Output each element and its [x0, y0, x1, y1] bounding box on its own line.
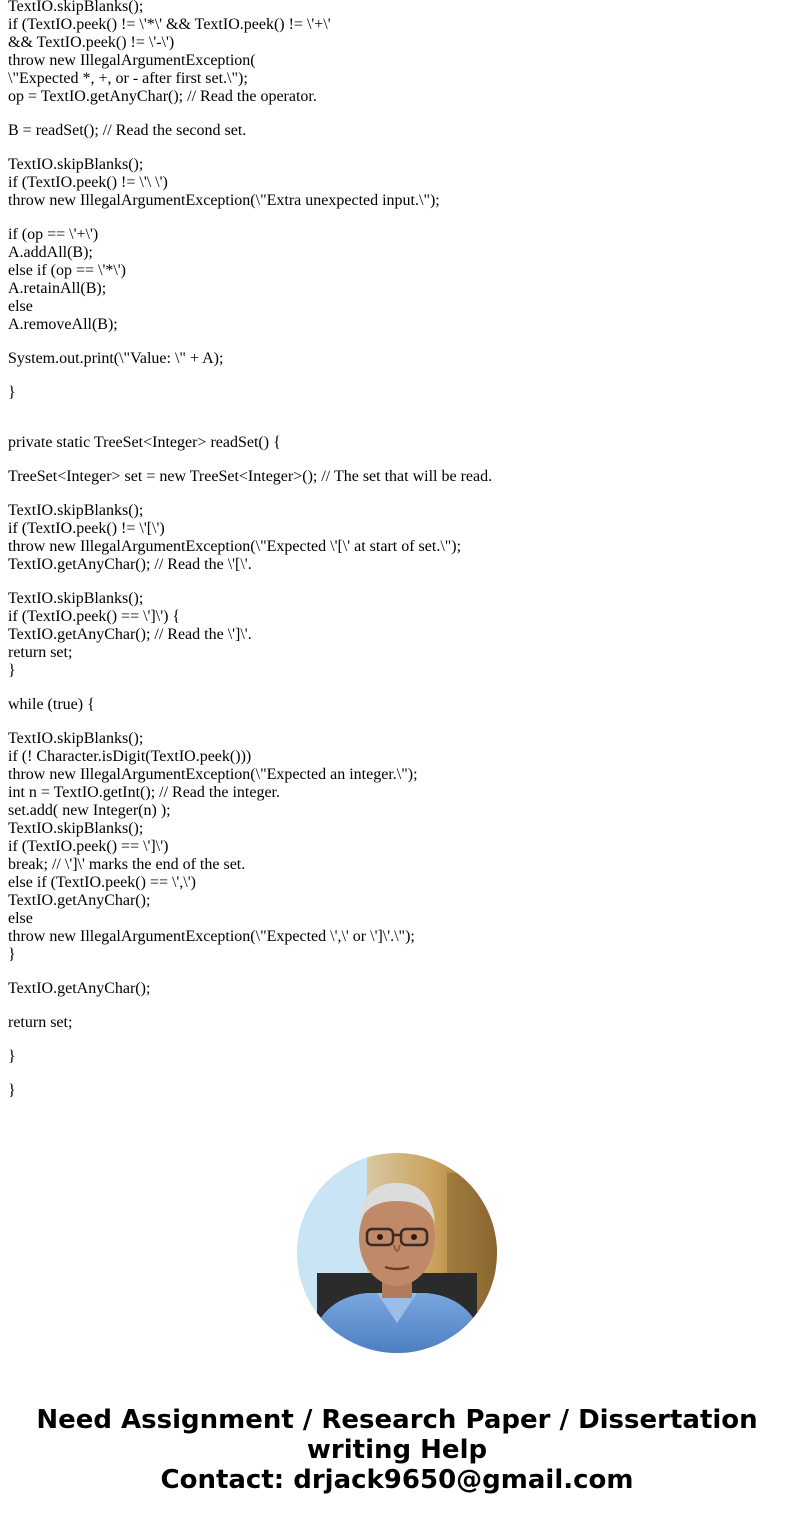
code-line: if (TextIO.peek() == \']\') {: [8, 608, 181, 625]
code-line: else: [8, 910, 33, 927]
code-line: throw new IllegalArgumentException(\"Expected \',\' or \']\'.\");: [8, 928, 415, 945]
code-line: op = TextIO.getAnyChar(); // Read the operator.: [8, 88, 317, 105]
blank-gap: [8, 714, 778, 730]
code-line: TextIO.getAnyChar();: [8, 980, 151, 997]
code-line: \"Expected *, +, or - after first set.\");: [8, 70, 248, 87]
code-line: break; // \']\' marks the end of the set.: [8, 856, 246, 873]
code-line: if (TextIO.peek() != \'\ \'): [8, 174, 168, 191]
code-line: TreeSet<Integer> set = new TreeSet<Integer>(); // The set that will be read.: [8, 468, 493, 485]
code-line: A.retainAll(B);: [8, 280, 107, 297]
code-line: && TextIO.peek() != \'-\'): [8, 34, 175, 51]
blank-gap: [8, 368, 778, 384]
code-line: else if (op == \'*\'): [8, 262, 127, 279]
code-line: }: [8, 662, 16, 679]
code-line: TextIO.skipBlanks();: [8, 820, 144, 837]
blank-gap: [8, 402, 778, 418]
code-line: set.add( new Integer(n) );: [8, 802, 171, 819]
blank-gap: [8, 418, 778, 434]
code-line: return set;: [8, 1014, 73, 1031]
code-line: TextIO.skipBlanks();: [8, 502, 144, 519]
code-line: TextIO.skipBlanks();: [8, 156, 144, 173]
code-line: TextIO.getAnyChar();: [8, 892, 151, 909]
code-line: int n = TextIO.getInt(); // Read the integer.: [8, 784, 280, 801]
code-line: else if (TextIO.peek() == \',\'): [8, 874, 196, 891]
blank-gap: [8, 140, 778, 156]
code-line: System.out.print(\"Value: \" + A);: [8, 350, 224, 367]
author-photo-illustration: [297, 1153, 497, 1353]
code-line: }: [8, 1082, 16, 1099]
blank-gap: [8, 452, 778, 468]
blank-gap: [8, 1066, 778, 1082]
code-line: B = readSet(); // Read the second set.: [8, 122, 247, 139]
code-line: A.removeAll(B);: [8, 316, 118, 333]
promo-line: writing Help: [306, 1435, 488, 1465]
code-line: if (TextIO.peek() == \']\'): [8, 838, 169, 855]
code-line: TextIO.skipBlanks();: [8, 730, 144, 747]
code-line: throw new IllegalArgumentException(: [8, 52, 256, 69]
code-line: throw new IllegalArgumentException(\"Expected an integer.\");: [8, 766, 418, 783]
code-listing: [8, 0, 778, 1100]
code-line: if (! Character.isDigit(TextIO.peek())): [8, 748, 252, 765]
blank-gap: [8, 574, 778, 590]
blank-gap: [8, 210, 778, 226]
code-line: if (TextIO.peek() != \'[\'): [8, 520, 165, 537]
code-line: throw new IllegalArgumentException(\"Extra unexpected input.\");: [8, 192, 440, 209]
author-photo: [297, 1153, 497, 1353]
code-line: else: [8, 298, 33, 315]
code-line: A.addAll(B);: [8, 244, 93, 261]
blank-gap: [8, 680, 778, 696]
blank-gap: [8, 964, 778, 980]
blank-gap: [8, 334, 778, 350]
code-line: private static TreeSet<Integer> readSet() {: [8, 434, 281, 451]
code-line: TextIO.skipBlanks();: [8, 0, 144, 15]
code-line: if (TextIO.peek() != \'*\' && TextIO.peek() != \'+\': [8, 16, 331, 33]
contact-line: Contact: drjack9650@gmail.com: [160, 1465, 634, 1495]
code-line: TextIO.getAnyChar(); // Read the \']\'.: [8, 626, 252, 643]
code-line: TextIO.skipBlanks();: [8, 590, 144, 607]
blank-gap: [8, 106, 778, 122]
promo-line: Need Assignment / Research Paper / Dissertation: [36, 1405, 758, 1435]
code-line: }: [8, 1048, 16, 1065]
blank-gap: [8, 1032, 778, 1048]
promo-banner: [0, 1405, 794, 1495]
code-line: TextIO.getAnyChar(); // Read the \'[\'.: [8, 556, 252, 573]
code-line: }: [8, 946, 16, 963]
blank-gap: [8, 486, 778, 502]
code-line: throw new IllegalArgumentException(\"Expected \'[\' at start of set.\");: [8, 538, 462, 555]
code-line: }: [8, 384, 16, 401]
code-line: while (true) {: [8, 696, 95, 713]
code-line: if (op == \'+\'): [8, 226, 99, 243]
blank-gap: [8, 998, 778, 1014]
code-line: return set;: [8, 644, 73, 661]
